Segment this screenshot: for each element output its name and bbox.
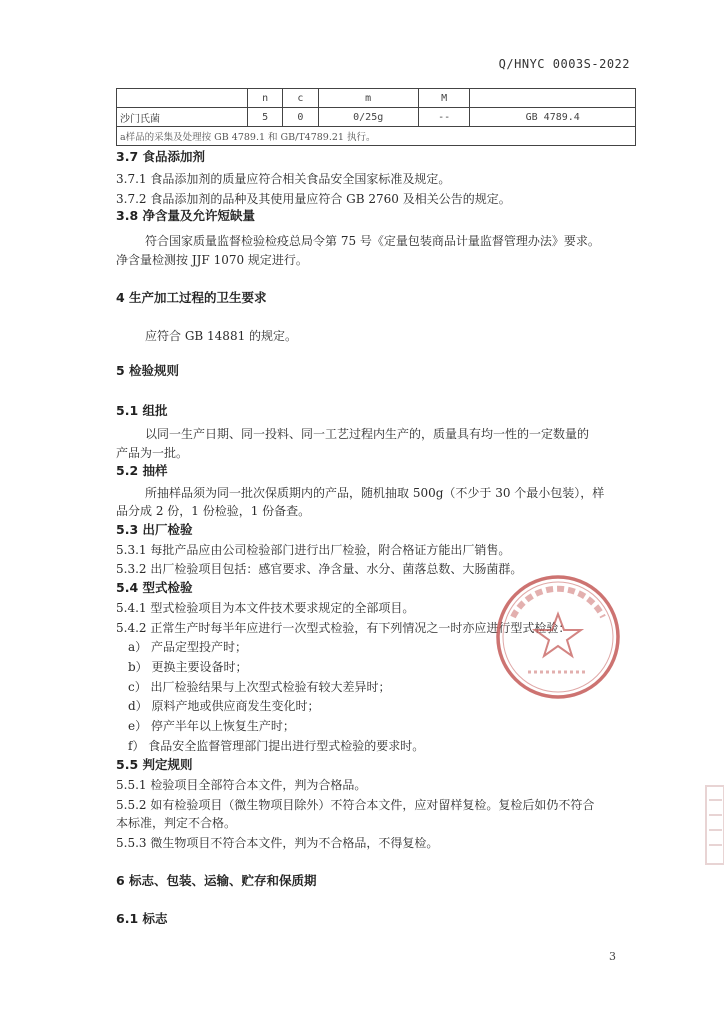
company-seal-stamp xyxy=(493,572,623,702)
section-heading: 3.8 净含量及允许短缺量 xyxy=(116,208,255,223)
section-heading: 6.1 标志 xyxy=(116,911,168,926)
paragraph-line: 以同一生产日期、同一投料、同一工艺过程内生产的，质量具有均一性的一定数量的 xyxy=(145,427,590,441)
table-header-row xyxy=(117,89,636,108)
table-cell: 5 xyxy=(248,108,283,127)
list-item: e） 停产半年以上恢复生产时； xyxy=(128,719,295,733)
table-cell: 0/25g xyxy=(318,108,418,127)
list-item: d） 原料产地或供应商发生变化时； xyxy=(128,699,320,713)
paragraph-line: 5.5.3 微生物项目不符合本文件，判为不合格品，不得复检。 xyxy=(116,836,439,850)
list-item: c） 出厂检验结果与上次型式检验有较大差异时； xyxy=(128,680,391,694)
table-cell xyxy=(470,89,636,108)
paragraph-line: 产品为一批。 xyxy=(116,446,189,460)
list-item: f） 食品安全监督管理部门提出进行型式检验的要求时。 xyxy=(128,739,425,753)
paragraph-line: 净含量检测按 JJF 1070 规定进行。 xyxy=(116,253,308,267)
table-cell: 0 xyxy=(283,108,318,127)
section-heading: 5.5 判定规则 xyxy=(116,757,193,772)
table-cell: GB 4789.4 xyxy=(470,108,636,127)
table-cell: n xyxy=(248,89,283,108)
paragraph-line: 应符合 GB 14881 的规定。 xyxy=(145,329,298,343)
page-edge-seal-mark xyxy=(700,780,724,870)
section-heading: 5.3 出厂检验 xyxy=(116,522,193,537)
table-cell: M xyxy=(418,89,470,108)
section-heading: 3.7 食品添加剂 xyxy=(116,149,205,164)
paragraph-line: 5.5.2 如有检验项目（微生物项目除外）不符合本文件，应对留样复检。复检后如仍不符合 xyxy=(116,798,595,812)
paragraph-line: 5.3.1 每批产品应由公司检验部门进行出厂检验，附合格证方能出厂销售。 xyxy=(116,543,511,557)
table-note-row xyxy=(117,127,636,146)
table-cell: 沙门氏菌 xyxy=(117,108,248,127)
paragraph-line: 所抽样品须为同一批次保质期内的产品，随机抽取 500g（不少于 30 个最小包装），样 xyxy=(145,486,605,500)
paragraph-line: 品分成 2 份，1 份检验，1 份备查。 xyxy=(116,504,311,518)
page-number: 3 xyxy=(609,950,616,963)
table-cell xyxy=(117,89,248,108)
section-heading: 5 检验规则 xyxy=(116,363,180,378)
paragraph-line: 5.4.2 正常生产时每半年应进行一次型式检验，有下列情况之一时亦应进行型式检验： xyxy=(116,621,571,635)
document-code: Q/HNYC 0003S-2022 xyxy=(498,57,630,71)
table-cell: c xyxy=(283,89,318,108)
list-item: a） 产品定型投产时； xyxy=(128,640,247,654)
paragraph-line: 本标准，判定不合格。 xyxy=(116,816,237,830)
table-footnote: a样品的采集及处理按 GB 4789.1 和 GB/T4789.21 执行。 xyxy=(117,127,636,146)
microbiology-table xyxy=(116,88,636,146)
table-cell: -- xyxy=(418,108,470,127)
section-heading: 5.2 抽样 xyxy=(116,463,168,478)
paragraph-line: 符合国家质量监督检验检疫总局令第 75 号《定量包装商品计量监督管理办法》要求。 xyxy=(145,234,600,248)
table-row xyxy=(117,108,636,127)
paragraph-line: 3.7.1 食品添加剂的质量应符合相关食品安全国家标准及规定。 xyxy=(116,172,451,186)
paragraph-line: 5.5.1 检验项目全部符合本文件，判为合格品。 xyxy=(116,778,367,792)
paragraph-line: 5.4.1 型式检验项目为本文件技术要求规定的全部项目。 xyxy=(116,601,415,615)
section-heading: 5.1 组批 xyxy=(116,403,168,418)
section-heading: 5.4 型式检验 xyxy=(116,580,193,595)
paragraph-line: 5.3.2 出厂检验项目包括：感官要求、净含量、水分、菌落总数、大肠菌群。 xyxy=(116,562,523,576)
paragraph-line: 3.7.2 食品添加剂的品种及其使用量应符合 GB 2760 及相关公告的规定。 xyxy=(116,192,511,206)
section-heading: 4 生产加工过程的卫生要求 xyxy=(116,290,267,305)
list-item: b） 更换主要设备时； xyxy=(128,660,248,674)
table-cell: m xyxy=(318,89,418,108)
section-heading: 6 标志、包装、运输、贮存和保质期 xyxy=(116,873,317,888)
